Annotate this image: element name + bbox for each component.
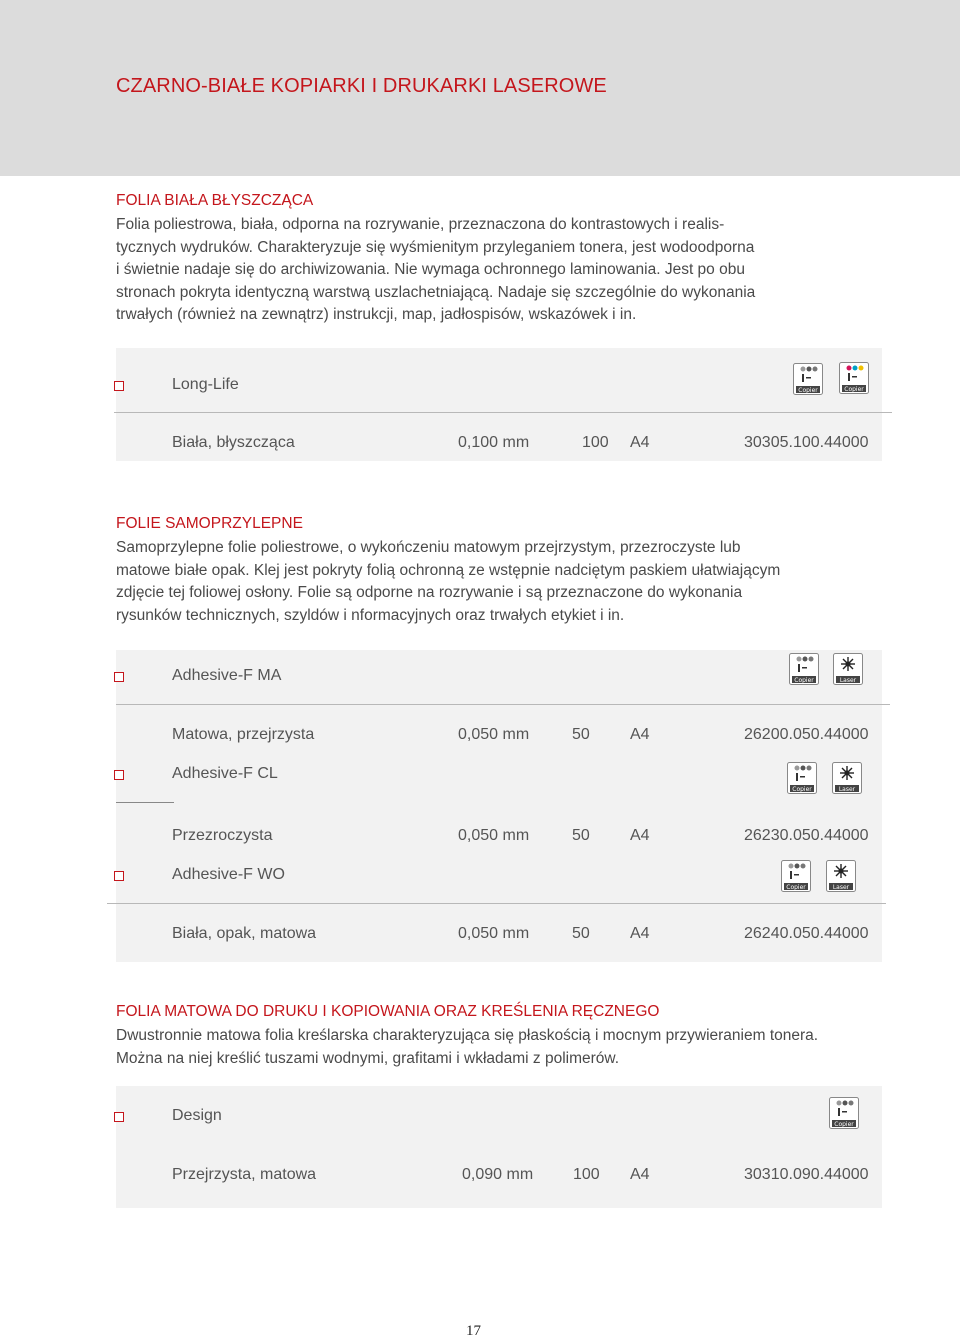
section-description-folia-matowa bbox=[116, 1025, 818, 1070]
separator-line bbox=[116, 802, 174, 803]
description-line: Można na niej kreślić tuszami wodnymi, grafitami i wkładami z polimerów. bbox=[116, 1049, 620, 1067]
product-thickness: 0,050 mm bbox=[458, 925, 530, 942]
product-description: Matowa, przejrzysta bbox=[172, 726, 315, 743]
product-name: Long-Life bbox=[172, 376, 239, 393]
description-line: rysunków technicznych, szyldów i nformacyjnych oraz trwałych etykiet i in. bbox=[116, 606, 625, 624]
product-name: Design bbox=[172, 1107, 222, 1124]
svg-text:Copier: Copier bbox=[798, 387, 818, 394]
product-thickness: 0,050 mm bbox=[458, 726, 530, 743]
description-line: matowe białe opak. Klej jest pokryty folią ochronną ze wstępnie nadciętym paskiem ułatwiającym bbox=[116, 561, 781, 579]
svg-text:Copier: Copier bbox=[834, 1121, 854, 1128]
product-description: Przezroczysta bbox=[172, 827, 273, 844]
product-format: A4 bbox=[630, 925, 650, 942]
svg-text:Copier: Copier bbox=[794, 677, 814, 684]
copier-icon bbox=[829, 1097, 859, 1129]
svg-text:Copier: Copier bbox=[792, 786, 812, 793]
laser-icon bbox=[832, 762, 862, 794]
description-line: tycznych wydruków. Charakteryzuje się wyśmienitym przyleganiem tonera, jest wodoodporna bbox=[116, 238, 755, 256]
section-title-folia-matowa: FOLIA MATOWA DO DRUKU I KOPIOWANIA ORAZ KREŚLENIA RĘCZNEGO bbox=[116, 1003, 660, 1020]
checkbox-marker bbox=[114, 871, 124, 881]
description-line: i świetnie nadaje się do archiwizowania. Nie wymaga ochronnego laminowania. Jest po obu bbox=[116, 261, 745, 279]
section-title-folie-samoprzylepne: FOLIE SAMOPRZYLEPNE bbox=[116, 515, 303, 532]
section-description-folia-biala bbox=[116, 214, 755, 327]
checkbox-marker bbox=[114, 672, 124, 682]
product-format: A4 bbox=[630, 726, 650, 743]
product-panel-design bbox=[116, 1086, 882, 1208]
separator-line bbox=[107, 903, 886, 904]
laser-icon bbox=[833, 653, 863, 685]
product-description: Biała, opak, matowa bbox=[172, 925, 317, 942]
laser-icon bbox=[826, 860, 856, 892]
product-thickness: 0,050 mm bbox=[458, 827, 530, 844]
page-number: 17 bbox=[466, 1323, 481, 1339]
product-code: 30305.100.44000 bbox=[744, 434, 869, 451]
section-title-folia-biala: FOLIA BIAŁA BŁYSZCZĄCA bbox=[116, 192, 314, 209]
description-line: stronach pokryta identyczną warstwą uszlachetniającą. Nadaje się szczególnie do wykonania bbox=[116, 283, 756, 301]
description-line: trwałych (również na zewnątrz) instrukcji, map, jadłospisów, wskazówek i in. bbox=[116, 306, 637, 324]
separator-line bbox=[114, 412, 892, 413]
copier-icon bbox=[781, 860, 811, 892]
separator-line bbox=[116, 704, 890, 705]
checkbox-marker bbox=[114, 770, 124, 780]
product-name: Adhesive-F CL bbox=[172, 765, 278, 782]
product-description: Przejrzysta, matowa bbox=[172, 1166, 317, 1183]
svg-text:Laser: Laser bbox=[839, 677, 857, 684]
svg-text:Copier: Copier bbox=[786, 884, 806, 891]
checkbox-marker bbox=[114, 381, 124, 391]
section-description-folie-samoprzylepne bbox=[116, 537, 780, 627]
product-format: A4 bbox=[630, 827, 650, 844]
product-code: 26230.050.44000 bbox=[744, 827, 869, 844]
product-name: Adhesive-F MA bbox=[172, 667, 282, 684]
description-line: Dwustronnie matowa folia kreślarska charakteryzująca się płaskością i mocnym przywieraniem tonera. bbox=[116, 1027, 819, 1044]
svg-text:Laser: Laser bbox=[838, 786, 856, 793]
copier-icon bbox=[789, 653, 819, 685]
checkbox-marker bbox=[114, 1112, 124, 1122]
product-code: 30310.090.44000 bbox=[744, 1166, 869, 1183]
copier-icon bbox=[787, 762, 817, 794]
copier-color-icon bbox=[839, 362, 869, 394]
product-quantity: 50 bbox=[572, 925, 590, 942]
product-quantity: 100 bbox=[573, 1166, 600, 1183]
description-line: zdjęcie tej foliowej osłony. Folie są odporne na rozrywanie i są przeznaczone do wykonania bbox=[116, 584, 743, 602]
svg-text:Copier: Copier bbox=[844, 386, 864, 393]
product-code: 26200.050.44000 bbox=[744, 726, 869, 743]
page-title: CZARNO-BIAŁE KOPIARKI I DRUKARKI LASEROWE bbox=[116, 75, 607, 97]
description-line: Samoprzylepne folie poliestrowe, o wykończeniu matowym przejrzystym, przezroczyste lub bbox=[116, 539, 741, 556]
product-format: A4 bbox=[630, 1166, 650, 1183]
product-description: Biała, błyszcząca bbox=[172, 434, 295, 451]
product-thickness: 0,090 mm bbox=[462, 1166, 534, 1183]
product-quantity: 100 bbox=[582, 434, 609, 451]
product-name: Adhesive-F WO bbox=[172, 866, 285, 883]
product-panel-adhesive bbox=[116, 650, 882, 962]
description-line: Folia poliestrowa, biała, odporna na rozrywanie, przeznaczona do kontrastowych i realis- bbox=[116, 216, 725, 233]
svg-text:Laser: Laser bbox=[832, 884, 850, 891]
product-format: A4 bbox=[630, 434, 650, 451]
product-thickness: 0,100 mm bbox=[458, 434, 530, 451]
product-quantity: 50 bbox=[572, 726, 590, 743]
product-code: 26240.050.44000 bbox=[744, 925, 869, 942]
copier-color-icon bbox=[793, 363, 823, 395]
product-quantity: 50 bbox=[572, 827, 590, 844]
